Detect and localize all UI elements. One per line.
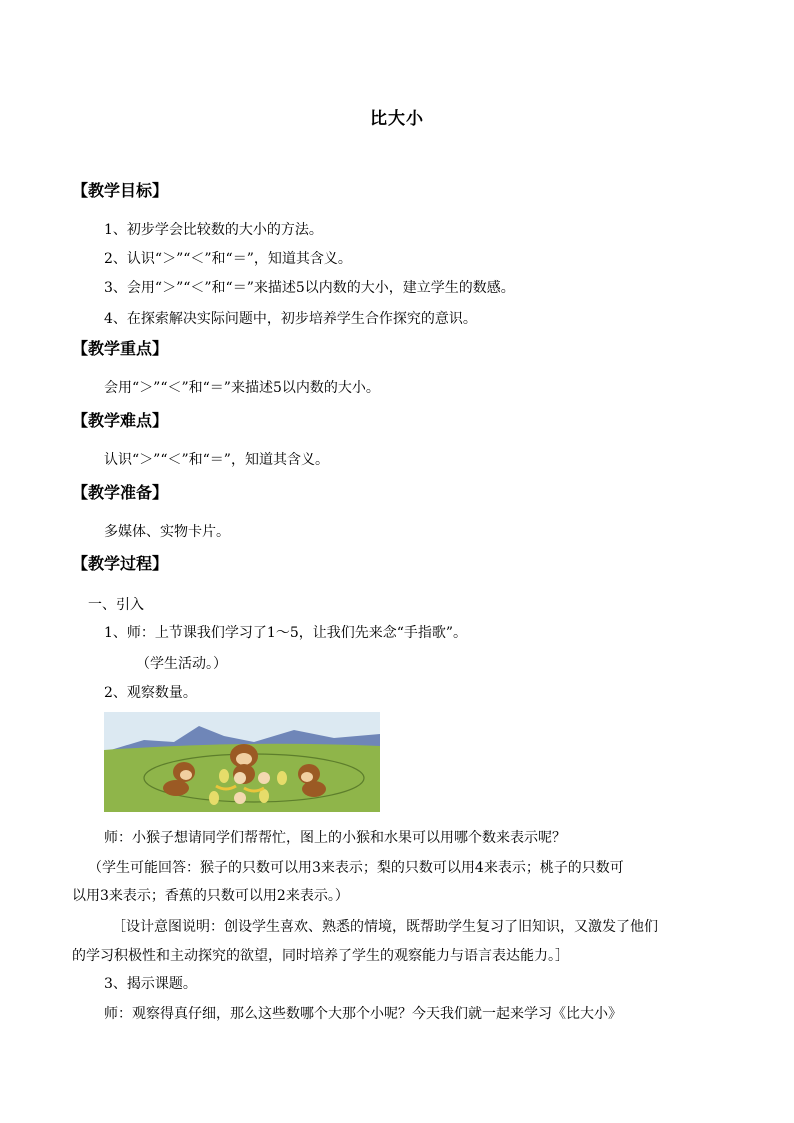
section-heading-prep: 【教学准备】 xyxy=(72,483,169,502)
process-step-1-note: （学生活动。） xyxy=(136,656,227,672)
process-part-1: 一、引入 xyxy=(88,597,144,613)
page-title: 比大小 xyxy=(370,109,424,129)
teacher-closing: 师：观察得真仔细，那么这些数哪个大那个小呢？今天我们就一起来学习《比大小》 xyxy=(104,1006,622,1022)
design-intent-line-2: 的学习积极性和主动探究的欲望，同时培养了学生的观察能力与语言表达能力。］ xyxy=(72,948,569,964)
process-step-2: 2、观察数量。 xyxy=(104,685,197,701)
student-answer-line-1: （学生可能回答：猴子的只数可以用3来表示；梨的只数可以用4来表示；桃子的只数可 xyxy=(88,860,624,876)
teacher-question: 师：小猴子想请同学们帮帮忙，图上的小猴和水果可以用哪个数来表示呢？ xyxy=(104,830,566,846)
section-heading-goals: 【教学目标】 xyxy=(72,181,169,200)
section-heading-key: 【教学重点】 xyxy=(72,339,169,358)
prep-text: 多媒体、实物卡片。 xyxy=(104,524,230,540)
goal-item-1: 1、初步学会比较数的大小的方法。 xyxy=(104,222,323,238)
section-heading-process: 【教学过程】 xyxy=(72,554,169,573)
student-answer-line-2: 以用3来表示；香蕉的只数可以用2来表示。） xyxy=(72,888,349,904)
monkeys-fruit-illustration xyxy=(104,712,380,812)
goal-item-4: 4、在探索解决实际问题中，初步培养学生合作探究的意识。 xyxy=(104,311,477,327)
process-step-1: 1、师：上节课我们学习了1～5，让我们先来念“手指歌”。 xyxy=(104,625,468,641)
key-point-text: 会用“＞”“＜”和“＝”来描述5以内数的大小。 xyxy=(104,380,380,396)
goal-item-3: 3、会用“＞”“＜”和“＝”来描述5以内数的大小，建立学生的数感。 xyxy=(104,280,515,296)
difficulty-text: 认识“＞”“＜”和“＝”，知道其含义。 xyxy=(104,452,329,468)
process-step-3: 3、揭示课题。 xyxy=(104,976,197,992)
goal-item-2: 2、认识“＞”“＜”和“＝”，知道其含义。 xyxy=(104,251,352,267)
section-heading-difficulty: 【教学难点】 xyxy=(72,411,169,430)
design-intent-line-1: ［设计意图说明：创设学生喜欢、熟悉的情境，既帮助学生复习了旧知识，又激发了他们 xyxy=(112,919,658,935)
